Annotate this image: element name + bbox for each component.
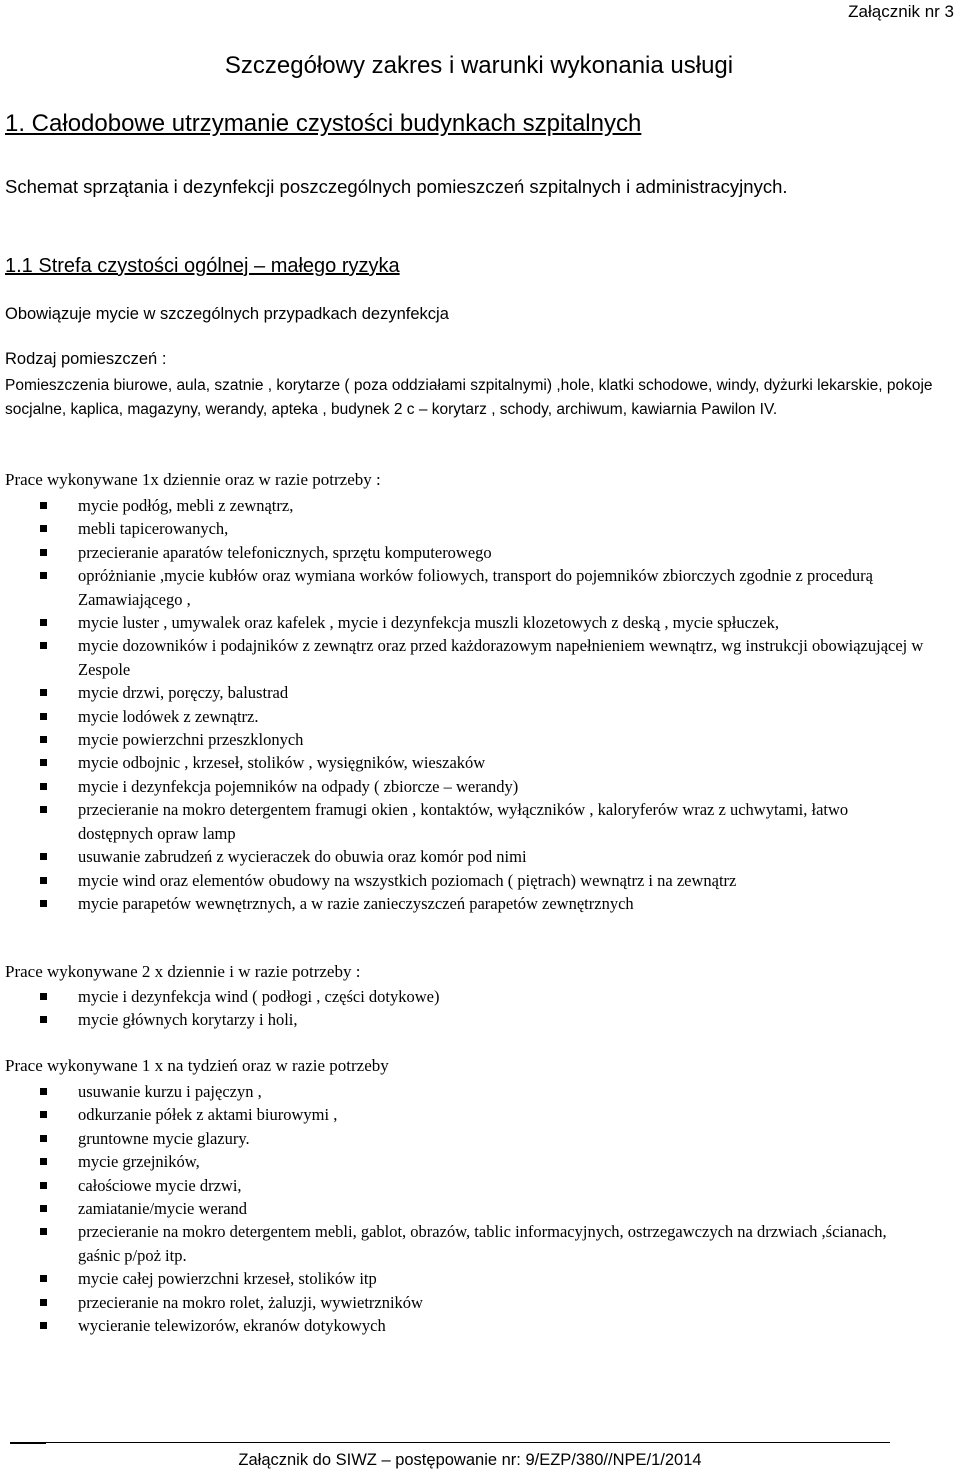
twice-daily-task-list	[0, 985, 925, 1032]
task-item: mycie drzwi, poręczy, balustrad	[0, 681, 925, 704]
footer-divider	[10, 1442, 890, 1443]
weekly-heading: Prace wykonywane 1 x na tydzień oraz w razie potrzeby	[5, 1056, 389, 1075]
task-item: całościowe mycie drzwi,	[0, 1174, 925, 1197]
twice-daily-heading: Prace wykonywane 2 x dziennie i w razie potrzeby :	[5, 962, 361, 981]
task-item: gruntowne mycie glazury.	[0, 1127, 925, 1150]
footer-divider-accent	[10, 1442, 46, 1444]
document-title	[0, 52, 960, 80]
daily-task-list	[0, 494, 925, 915]
task-item: mycie grzejników,	[0, 1150, 925, 1173]
task-item: mycie głównych korytarzy i holi,	[0, 1008, 925, 1031]
task-item: zamiatanie/mycie werand	[0, 1197, 925, 1220]
task-item: mycie parapetów wewnętrznych, a w razie zanieczyszczeń parapetów zewnętrznych	[0, 892, 925, 915]
task-item: usuwanie zabrudzeń z wycieraczek do obuwia oraz komór pod nimi	[0, 845, 925, 868]
task-item: mycie odbojnic , krzeseł, stolików , wysięgników, wieszaków	[0, 751, 925, 774]
task-item: mycie i dezynfekcja pojemników na odpady ( zbiorcze – werandy)	[0, 775, 925, 798]
task-item: mebli tapicerowanych,	[0, 517, 925, 540]
task-item: przecieranie aparatów telefonicznych, sprzętu komputerowego	[0, 541, 925, 564]
task-item: mycie podłóg, mebli z zewnątrz,	[0, 494, 925, 517]
task-item: odkurzanie półek z aktami biurowymi ,	[0, 1103, 925, 1126]
task-item: przecieranie na mokro detergentem framugi okien , kontaktów, wyłączników , kaloryferów wraz z uchwytami, łatwo dostępnych opraw lamp	[0, 798, 925, 845]
document-title-text: Szczegółowy zakres i warunki wykonania usługi	[224, 52, 734, 79]
task-item: mycie całej powierzchni krzeseł, stolików itp	[0, 1267, 925, 1290]
task-item: mycie lodówek z zewnątrz.	[0, 705, 925, 728]
footer-text: Załącznik do SIWZ – postępowanie nr: 9/EZP/380//NPE/1/2014	[238, 1451, 702, 1469]
task-item: usuwanie kurzu i pajęczyn ,	[0, 1080, 925, 1103]
task-item: mycie powierzchni przeszklonych	[0, 728, 925, 751]
subsection-heading: 1.1 Strefa czystości ogólnej – małego ryzyka	[5, 255, 400, 277]
task-item: wycieranie telewizorów, ekranów dotykowych	[0, 1314, 925, 1337]
task-item: mycie dozowników i podajników z zewnątrz oraz przed każdorazowym napełnieniem wewnątrz, wg instrukcji obowiązującej w Zespole	[0, 634, 925, 681]
task-item: mycie luster , umywalek oraz kafelek , mycie i dezynfekcja muszli klozetowych z deską , mycie spłuczek,	[0, 611, 925, 634]
task-item: przecieranie na mokro detergentem mebli, gablot, obrazów, tablic informacyjnych, ostrzegawczych na drzwiach ,ścianach, gaśnic p/poż itp.	[0, 1220, 925, 1267]
task-item: mycie wind oraz elementów obudowy na wszystkich poziomach ( piętrach) wewnątrz i na zewnątrz	[0, 869, 925, 892]
attachment-label: Załącznik nr 3	[848, 2, 954, 21]
weekly-task-list	[0, 1080, 925, 1337]
task-item: przecieranie na mokro rolet, żaluzji, wywietrzników	[0, 1291, 925, 1314]
task-item: mycie i dezynfekcja wind ( podłogi , części dotykowe)	[0, 985, 925, 1008]
section-heading: 1. Całodobowe utrzymanie czystości budynkach szpitalnych	[5, 110, 642, 137]
schema-text: Schemat sprzątania i dezynfekcji poszczególnych pomieszczeń szpitalnych i administracyjnych.	[5, 176, 788, 197]
task-item: opróżnianie ,mycie kubłów oraz wymiana worków foliowych, transport do pojemników zbiorczych zgodnie z procedurą Zamawiającego ,	[0, 564, 925, 611]
obligation-text: Obowiązuje mycie w szczególnych przypadkach dezynfekcja	[5, 305, 449, 323]
rooms-text: Pomieszczenia biurowe, aula, szatnie , korytarze ( poza oddziałami szpitalnymi) ,hole, klatki schodowe, windy, dyżurki lekarskie, pokoje socjalne, kaplica, magazyny, werandy, apteka , budynek 2 c – korytarz , schody, archiwum, kawiarnia Pawilon IV.	[5, 377, 933, 418]
daily-heading: Prace wykonywane 1x dziennie oraz w razie potrzeby :	[5, 470, 381, 489]
rooms-label: Rodzaj pomieszczeń :	[5, 350, 167, 368]
